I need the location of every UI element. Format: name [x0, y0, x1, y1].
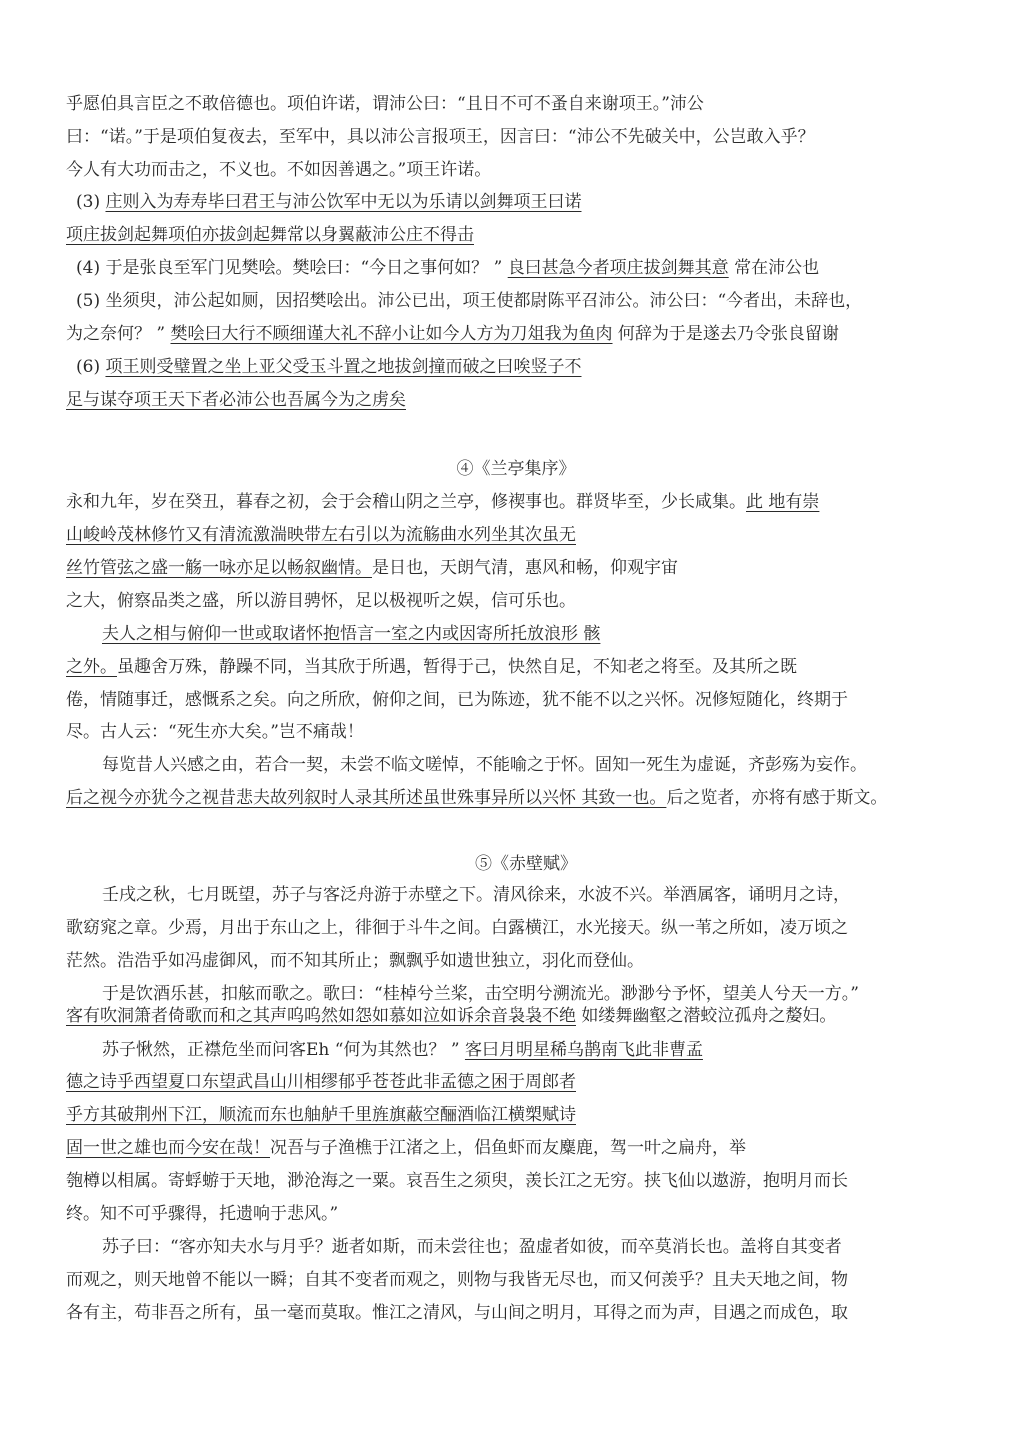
text-segment: 于是饮酒乐甚，扣舷而歌之。歌曰：“桂棹兮兰桨，击空明兮溯流光。渺渺兮予怀，望美人兮天一方。” — [102, 984, 859, 1004]
section-title: ④《兰亭集序》 — [456, 459, 576, 479]
underlined-text: 良曰甚急今者项庄拔剑舞其意 — [507, 258, 729, 278]
text-segment: 歌窈窕之章。少焉，月出于东山之上，徘徊于斗牛之间。白露横江，水光接天。纵一苇之所如，凌万顷之 — [66, 918, 848, 938]
text-line — [66, 1269, 848, 1291]
underlined-text: 乎方其破荆州下江，顺流而东也舳舻千里旌旗蔽空酾酒临江横槊赋诗 — [66, 1105, 576, 1125]
text-line — [66, 656, 797, 678]
text-line — [66, 950, 644, 972]
text-segment: 苏子愀然，正襟危坐而问客Eh “何为其然也？ ” — [102, 1040, 465, 1060]
underlined-text: 项庄拔剑起舞项伯亦拔剑起舞常以身翼蔽沛公庄不得击 — [66, 225, 474, 245]
text-line — [66, 557, 678, 579]
underlined-text: 夫人之相与俯仰一世或取诸怀抱悟言一室之内或因寄所托放浪形 骸 — [102, 624, 601, 644]
text-line — [66, 524, 576, 546]
underlined-text: 之外。 — [66, 657, 117, 677]
underlined-text: 固一世之雄也而今安在哉！ — [66, 1138, 270, 1158]
underlined-text: 客有吹洞箫者倚歌而和之其声呜呜然如怨如慕如泣如诉余音袅袅不绝 — [66, 1006, 576, 1026]
underlined-text: 客曰月明星稀乌鹊南飞此非曹孟 — [464, 1040, 703, 1060]
text-line — [66, 1203, 338, 1225]
underlined-text: 项王则受璧置之坐上亚父受玉斗置之地拔剑撞而破之曰唉竖子不 — [105, 357, 582, 377]
text-segment: 乎愿伯具言臣之不敢倍德也。项伯许诺，谓沛公曰：“且日不可不蚤自来谢项王。”沛公 — [66, 94, 704, 114]
underlined-text: 丝竹管弦之盛一觞一咏亦足以畅叙幽情。 — [66, 558, 372, 578]
text-line — [66, 126, 815, 148]
text-line — [66, 787, 887, 809]
text-line — [66, 1137, 746, 1159]
text-line — [66, 917, 848, 939]
text-line — [66, 1071, 576, 1093]
text-line — [66, 689, 848, 711]
text-line — [66, 721, 364, 743]
section-title: ⑤《赤壁赋》 — [475, 854, 577, 874]
underlined-text: 樊哙曰大行不顾细谨大礼不辞小让如今人方为刀俎我为鱼肉 — [170, 324, 613, 344]
text-segment: 常在沛公也 — [728, 258, 820, 278]
text-segment: 终。知不可乎骤得，托遗响于悲风。” — [66, 1204, 339, 1224]
text-segment: 如缕舞幽壑之潜蛟泣孤舟之嫠妇。 — [576, 1006, 837, 1026]
text-line — [66, 93, 704, 115]
text-segment: 是日也，天朗气清，惠风和畅，仰观宇宙 — [372, 558, 678, 578]
text-line — [102, 884, 850, 906]
text-segment: 曰：“诺。”于是项伯复夜去，至军中，具以沛公言报项王，因言曰：“沛公不先破关中，公岂敢入乎？ — [66, 127, 815, 147]
underlined-text: 此 地有崇 — [746, 492, 820, 512]
text-line — [66, 1005, 836, 1027]
text-segment: 匏樽以相属。寄蜉蝣于天地，渺沧海之一粟。哀吾生之须臾，羡长江之无穷。挟飞仙以遨游，抱明月而长 — [66, 1171, 848, 1191]
text-line — [76, 257, 819, 279]
text-line — [66, 491, 819, 513]
text-segment: 虽趣舍万殊，静躁不同，当其欣于所遇，暂得于己，快然自足，不知老之将至。及其所之既 — [117, 657, 797, 677]
text-line — [102, 754, 867, 776]
text-line — [66, 224, 474, 246]
text-line — [102, 623, 600, 645]
text-line — [102, 983, 859, 1005]
text-line — [102, 1039, 703, 1061]
text-segment: 今人有大功而击之，不义也。不如因善遇之。”项王许诺。 — [66, 160, 492, 180]
text-segment: 而观之，则天地曾不能以一瞬；自其不变者而观之，则物与我皆无尽也，而又何羡乎？且夫天地之间，物 — [66, 1270, 848, 1290]
text-line — [76, 356, 581, 378]
text-line — [66, 389, 406, 411]
text-segment: 茫然。浩浩乎如冯虚御风，而不知其所止；飘飘乎如遗世独立，羽化而登仙。 — [66, 951, 644, 971]
text-segment: 尽。古人云：“死生亦大矣。”岂不痛哉！ — [66, 722, 364, 742]
text-line — [66, 1170, 848, 1192]
text-segment: 永和九年，岁在癸丑，暮春之初，会于会稽山阴之兰亭，修禊事也。群贤毕至，少长咸集。 — [66, 492, 746, 512]
text-segment: 倦，情随事迁，感慨系之矣。向之所欣，俯仰之间，已为陈迹，犹不能不以之兴怀。况修短随化，终期于 — [66, 690, 848, 710]
text-line — [76, 191, 581, 213]
text-line — [102, 1236, 842, 1258]
text-line — [66, 323, 839, 345]
text-line — [66, 1302, 848, 1324]
text-segment: 何辞为于是遂去乃令张良留谢 — [612, 324, 839, 344]
text-segment: 后之览者，亦将有感于斯文。 — [666, 788, 888, 808]
text-line — [66, 590, 576, 612]
text-segment: (4) 于是张良至军门见樊哙。樊哙曰：“今日之事何如？ ” — [76, 258, 508, 278]
underlined-text: 足与谋夺项王天下者必沛公也吾属今为之虏矣 — [66, 390, 406, 410]
text-segment: 之大，俯察品类之盛，所以游目骋怀，足以极视听之娱，信可乐也。 — [66, 591, 576, 611]
underlined-text: 德之诗乎西望夏口东望武昌山川相缪郁乎苍苍此非孟德之困于周郎者 — [66, 1072, 576, 1092]
underlined-text: 后之视今亦犹今之视昔悲夫故列叙时人录其所述虽世殊事异所以兴怀 其致一也。 — [66, 788, 667, 808]
text-line — [76, 290, 862, 312]
underlined-text: 山峻岭茂林修竹又有清流激湍映带左右引以为流觞曲水列坐其次虽无 — [66, 525, 576, 545]
text-line — [66, 1104, 576, 1126]
text-segment: 每览昔人兴感之由，若合一契，未尝不临文嗟悼，不能喻之于怀。固知一死生为虚诞，齐彭殇为妄作。 — [102, 755, 867, 775]
text-segment: (6) — [76, 357, 106, 377]
text-segment: 各有主，苟非吾之所有，虽一毫而莫取。惟江之清风，与山间之明月，耳得之而为声，目遇之而成色，取 — [66, 1303, 848, 1323]
text-line — [66, 159, 491, 181]
text-segment: (3) — [76, 192, 106, 212]
text-segment: 况吾与子渔樵于江渚之上，侣鱼虾而友麋鹿，驾一叶之扁舟，举 — [270, 1138, 746, 1158]
text-segment: 苏子曰：“客亦知夫水与月乎？逝者如斯，而未尝往也；盈虚者如彼，而卒莫消长也。盖将自其变者 — [102, 1237, 842, 1257]
underlined-text: 庄则入为寿寿毕曰君王与沛公饮军中无以为乐请以剑舞项王曰诺 — [105, 192, 582, 212]
text-segment: 壬戌之秋，七月既望，苏子与客泛舟游于赤壁之下。清风徐来，水波不兴。举酒属客，诵明月之诗， — [102, 885, 850, 905]
text-segment: (5) 坐须臾，沛公起如厕，因招樊哙出。沛公已出，项王使都尉陈平召沛公。沛公曰：“今者出，未辞也， — [76, 291, 863, 311]
text-segment: 为之奈何？ ” — [66, 324, 171, 344]
